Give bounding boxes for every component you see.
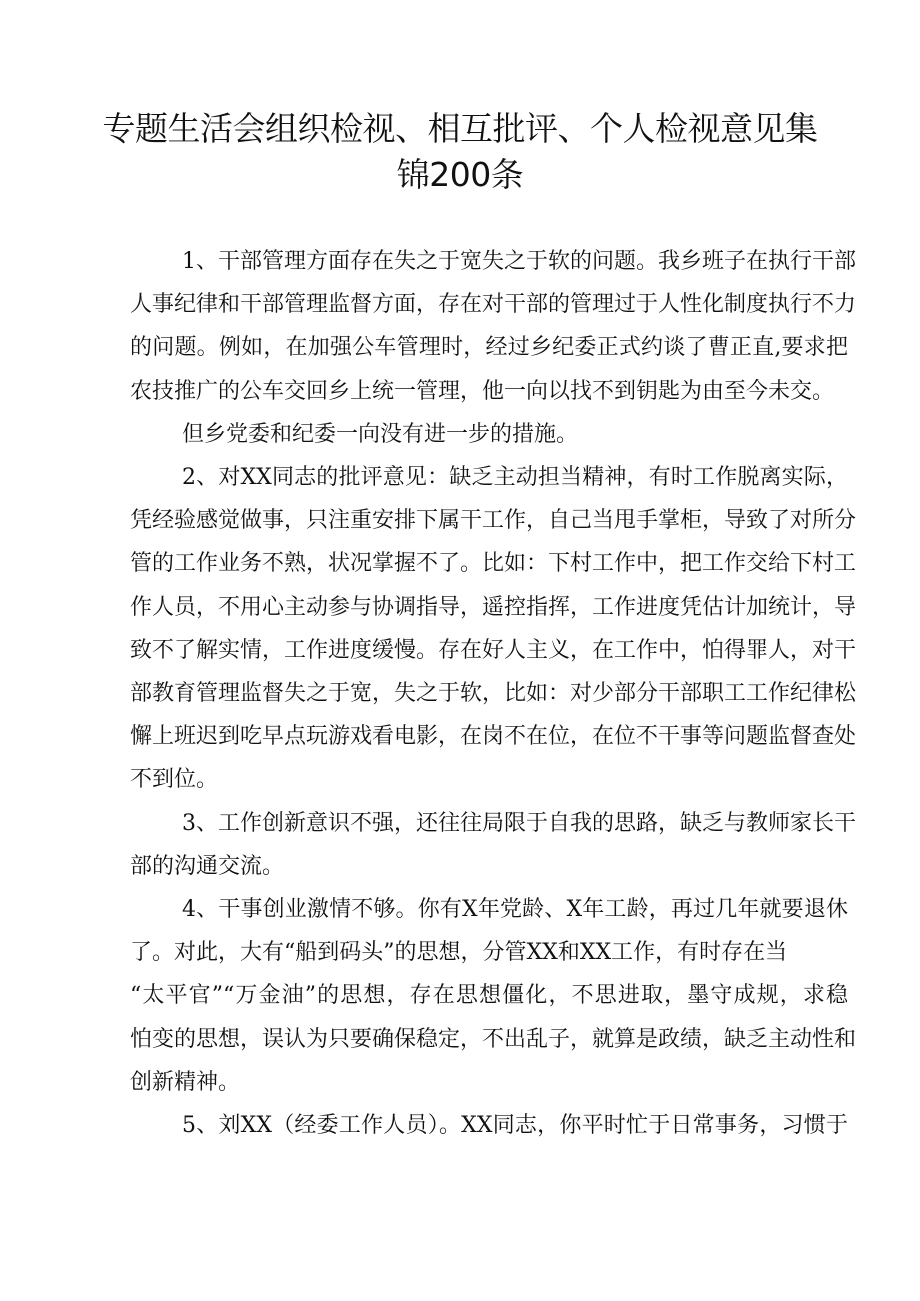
body-line: 部的沟通交流。 [130, 853, 285, 879]
title-line-1: 专题生活会组织检视、相互批评、个人检视意见集 [102, 109, 818, 148]
body-line: 5、刘XX（经委工作人员）。XX同志，你平时忙于日常事务，习惯于 [182, 1113, 848, 1139]
paragraph-2 [78, 413, 848, 456]
paragraph-4 [78, 802, 856, 888]
paragraph-3 [78, 456, 857, 802]
body-line: 懈上班迟到吃早点玩游戏看电影，在岗不在位，在位不干事等问题监督查处 [130, 724, 857, 750]
body-line: 2、对XX同志的批评意见：缺乏主动担当精神，有时工作脱离实际， [182, 465, 848, 491]
body-line: 致不了解实情，工作进度缓慢。存在好人主义，在工作中，怕得罪人，对干 [130, 637, 857, 663]
body-line: 不到位。 [130, 767, 219, 793]
document-body [78, 240, 857, 1147]
body-line: “太平官”“万金油”的思想，存在思想僵化，不思进取，墨守成规，求稳 [130, 983, 848, 1009]
paragraph-1 [78, 240, 857, 413]
body-line: 3、工作创新意识不强，还往往局限于自我的思路，缺乏与教师家长干 [182, 810, 856, 836]
paragraph-5 [78, 888, 857, 1104]
paragraph-6 [78, 1104, 848, 1147]
body-line: 人事纪律和干部管理监督方面，存在对干部的管理过于人性化制度执行不力 [130, 292, 857, 318]
body-line: 农技推广的公车交回乡上统一管理，他一向以找不到钥匙为由至今未交。 [130, 378, 835, 404]
body-line: 凭经验感觉做事，只注重安排下属干工作，自己当甩手掌柜，导致了对所分 [130, 508, 857, 534]
document-title [100, 106, 820, 198]
body-line: 的问题。例如，在加强公车管理时，经过乡纪委正式约谈了曹正直,要求把 [130, 335, 848, 361]
body-line: 创新精神。 [130, 1069, 241, 1095]
body-line: 了。对此，大有“船到码头”的思想，分管XX和XX工作，有时存在当 [130, 940, 788, 966]
body-line: 怕变的思想，误认为只要确保稳定，不出乱子，就算是政绩，缺乏主动性和 [130, 1026, 857, 1052]
body-line: 管的工作业务不熟，状况掌握不了。比如：下村工作中，把工作交给下村工 [130, 551, 857, 577]
body-line: 4、干事创业激情不够。你有X年党龄、X年工龄，再过几年就要退休 [182, 897, 848, 923]
body-line: 作人员，不用心主动参与协调指导，遥控指挥，工作进度凭估计加统计，导 [130, 594, 857, 620]
body-line: 但乡党委和纪委一向没有进一步的措施。 [182, 421, 579, 447]
body-line: 1、干部管理方面存在失之于宽失之于软的问题。我乡班子在执行干部 [182, 249, 856, 274]
body-line: 部教育管理监督失之于宽，失之于软，比如：对少部分干部职工工作纪律松 [130, 681, 857, 707]
title-line-2: 锦200条 [396, 155, 524, 194]
